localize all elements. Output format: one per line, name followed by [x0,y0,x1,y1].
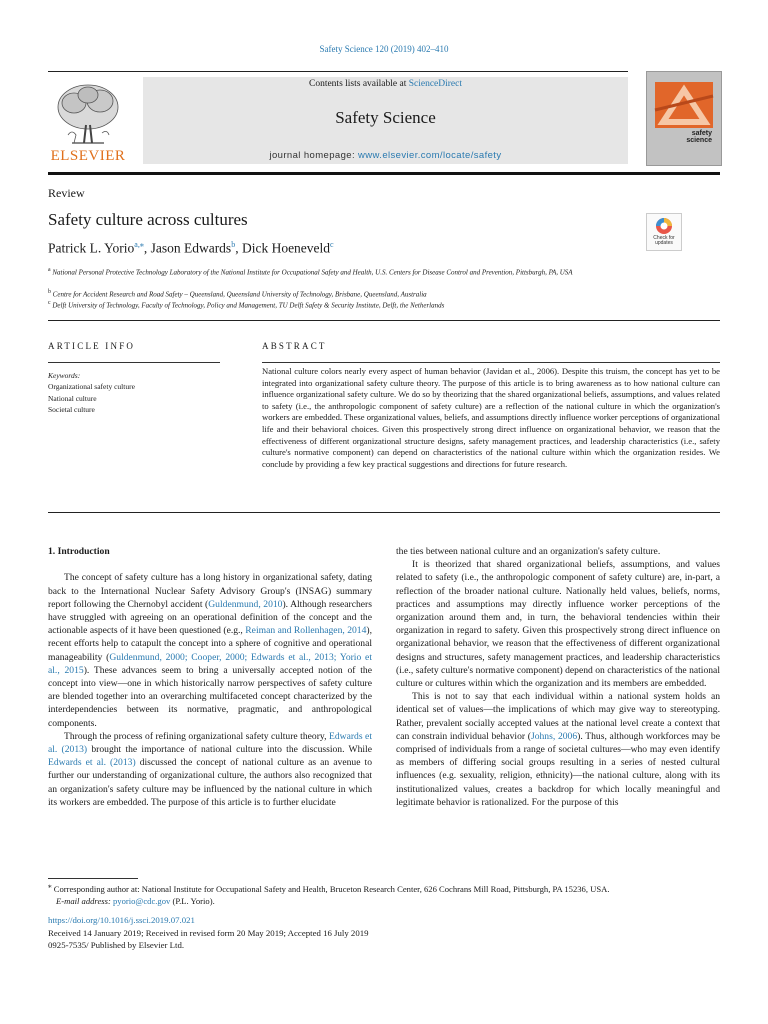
affiliation-a [48,265,648,278]
contents-prefix: Contents lists available at [308,79,409,89]
text: ). Although researchers have struggled with agreeing on an operational definition of the concept and the actionable aspects of it have been questioned (e.g., [48,598,372,637]
paragraph: the ties between national culture and an organization's safety culture. [396,546,661,557]
homepage-label: journal homepage: [269,150,359,161]
check-for-updates-label [646,236,682,246]
author-affiliation-mark[interactable]: a,⁎ [134,240,144,249]
abstract-rule [262,362,720,363]
text: ). These advances seem to bring a universally accepted notion of the concept into view—one in which historically narrow perspectives of safety culture are blended together into an overarching multifaceted concept characterized by the interdependencies between its normative, pragmatic, and anthropological components. [48,664,372,729]
text: discussed the concept of national culture as an avenue to further our understanding of organizational culture, the authors also recognized that an organization's safety culture may be influenced by the national culture in which its workers are embedded. The purpose of this article is to further elucidate [48,757,372,808]
section-heading: 1. Introduction [48,546,110,557]
keywords-block [48,370,135,415]
footnote-text: Corresponding author at: National Institute for Occupational Safety and Health, Bruceton Research Center, 626 Cochrans Mill Road, Pittsburgh, PA 15236, USA. [51,883,610,894]
citation-link[interactable]: Johns, 2006 [530,730,578,742]
author-name[interactable]: Patrick L. Yorio [48,240,135,256]
sciencedirect-link[interactable]: ScienceDirect [408,79,462,89]
affiliation-text: Centre for Accident Research and Road Safety – Queensland, Queensland University of Technology, Brisbane, Queensland, Australia [52,290,427,299]
email-suffix: (P.L. Yorio). [170,895,215,906]
email-label: E-mail address: [56,895,111,906]
author-name[interactable]: Dick Hoeneveld [241,240,331,256]
author-list [48,240,334,257]
doi-link[interactable]: https://doi.org/10.1016/j.ssci.2019.07.021 [48,915,195,925]
contents-line [143,79,628,89]
affiliation-mark: c [48,300,51,306]
author-name[interactable]: Jason Edwards [150,240,232,256]
text: ), recent efforts help to catapult the concept into a sphere of cognitive and operational manageability ( [48,625,372,663]
text: ). Thus, although workforces may be comprised of individuals from a range of societal cultures—who may even identify as members of differing social groups resulting in a series of nested cultural influences (e.g. sexuality, religion, ethnicity)—the national culture, along with its institutionalized values, creates a backdrop for which locally meaningful and legitimate behavior is rationalized. For the purpose of this [396,730,720,808]
cover-title-line-2: science [686,137,712,144]
author-affiliation-mark[interactable]: c [330,240,334,249]
updates-line-2: updates [655,240,673,246]
keyword-item: National culture [48,393,97,403]
body-rule [48,512,720,513]
citation-link[interactable]: Guldenmund, 2000; Cooper, 2000; Edwards et al., 2013; Yorio et al., 2015 [48,651,372,676]
keywords-label: Keywords: [48,371,81,380]
received-dates: Received 14 January 2019; Received in revised form 20 May 2019; Accepted 16 July 2019 [48,928,369,938]
keyword-item: Societal culture [48,404,95,414]
keyword-item: Organizational safety culture [48,382,135,392]
corresponding-author-footnote [48,880,738,907]
article-info-rule [48,362,220,363]
cover-title-line-1: safety [691,130,712,137]
citation-link[interactable]: Guldenmund, 2010 [208,598,283,610]
header-rule-bottom [48,172,720,175]
journal-name: Safety Science [335,108,436,127]
abstract-text: National culture colors nearly every aspect of human behavior (Javidan et al., 2006). Despite this truism, the concept has yet to be integrated into organizational safety culture theory. The purpose of this article is to bring awareness as to how national culture can influence organizational safety culture. We do so by theorizing that the shared organizational beliefs, assumptions, and values related to safety (i.e., the anthropologic component of safety culture) are a reflection of the national culture in which the organization's workers are embedded. These organizational values, beliefs, and assumptions directly influence worker perceptions of organizational life and their behavioral choices. Given this prospectively strong direct influence on organizational behavior, we reason that the effectiveness of different organizational structure designs, safety management practices, and leadership characteristics (i.e., safety culture's normative component) can depend on characteristics of the national culture within which the organization resides. We conclude by providing a few key practical suggestions and directions for future research. [262,366,720,469]
abstract-heading: ABSTRACT [262,341,327,351]
journal-homepage-line [143,150,628,161]
paragraph [48,730,372,809]
author-separator: , [143,240,151,256]
affiliation-mark: b [48,289,51,295]
footnote-line [48,880,738,895]
footnote-mark: ⁎ [48,882,52,890]
article-title: Safety culture across cultures [48,210,248,229]
affiliation-c [48,298,648,311]
article-info-heading: ARTICLE INFO [48,341,136,351]
author-separator: , [235,240,242,256]
cover-art-icon [647,72,721,165]
paragraph [396,690,720,809]
cover-title [646,130,712,144]
affiliation-mark: a [48,267,51,273]
article-type: Review [48,186,85,200]
affiliation-text: Delft University of Technology, Faculty of Technology, Policy and Management, TU Delft Safety & Security Institute, Delft, the Netherlands [52,301,445,310]
text: Through the process of refining organizational safety culture theory, [64,730,329,742]
text: The concept of safety culture has a long history in organizational safety, dating back to the International Nuclear Safety Advisory Group's (INSAG) summary report following the Chernobyl accident ( [48,572,372,610]
journal-cover-thumbnail[interactable] [646,71,722,166]
body-column-right [396,545,720,809]
text: This is not to say that each individual within a national system holds an identical set of values—the implications of which may give way to stereotyping. Rather, prevalent socially accepted values at the national level create a context that can constrain individual behavior ( [396,691,720,742]
citation-link[interactable]: Reiman and Rollenhagen, 2014 [245,625,367,637]
paragraph [48,571,372,729]
elsevier-wordmark: ELSEVIER [50,148,126,164]
body-column-left [48,545,372,809]
text: brought the importance of national culture into the discussion. While [87,744,372,756]
affiliation-text: National Personal Protective Technology Laboratory of the National Institute for Occupational Safety and Health, U.S. Centers for Disease Control and Prevention, Pittsburgh, PA, USA [52,268,573,277]
email-link[interactable]: pyorio@cdc.gov [112,895,171,906]
header-rule-top [48,71,628,72]
citation-link[interactable]: Edwards et al. (2013) [48,757,136,769]
issn-publisher: 0925-7535/ Published by Elsevier Ltd. [48,940,185,950]
updates-line-1: Check for [653,235,675,241]
homepage-link[interactable]: www.elsevier.com/locate/safety [358,150,502,161]
email-line [48,895,738,907]
author-affiliation-mark[interactable]: b [231,240,236,249]
journal-reference-link[interactable]: Safety Science 120 (2019) 402–410 [319,44,449,54]
citation-link[interactable]: Edwards et al. (2013) [48,730,372,756]
section-rule [48,320,720,321]
footnote-rule [48,878,138,879]
paragraph: It is theorized that shared organizational beliefs, assumptions, and values related to safety (i.e., the anthropologic component of safety culture) are, in-part, a reflection of the broader national culture. Nationally held values, beliefs, norms, practices and assumptions may directly influence worker perceptions of the organization around them and, in turn, the behavioral tendencies within their organization in regard to safety. Given this prospectively strong direct influence on organizational behavior, we reason that the effectiveness of different organizational designs and structures, safety management practices, and leadership characteristics (i.e., safety culture's normative component) depend on characteristics of the national culture or cultures within which the organization and its members are embedded. [396,559,720,690]
